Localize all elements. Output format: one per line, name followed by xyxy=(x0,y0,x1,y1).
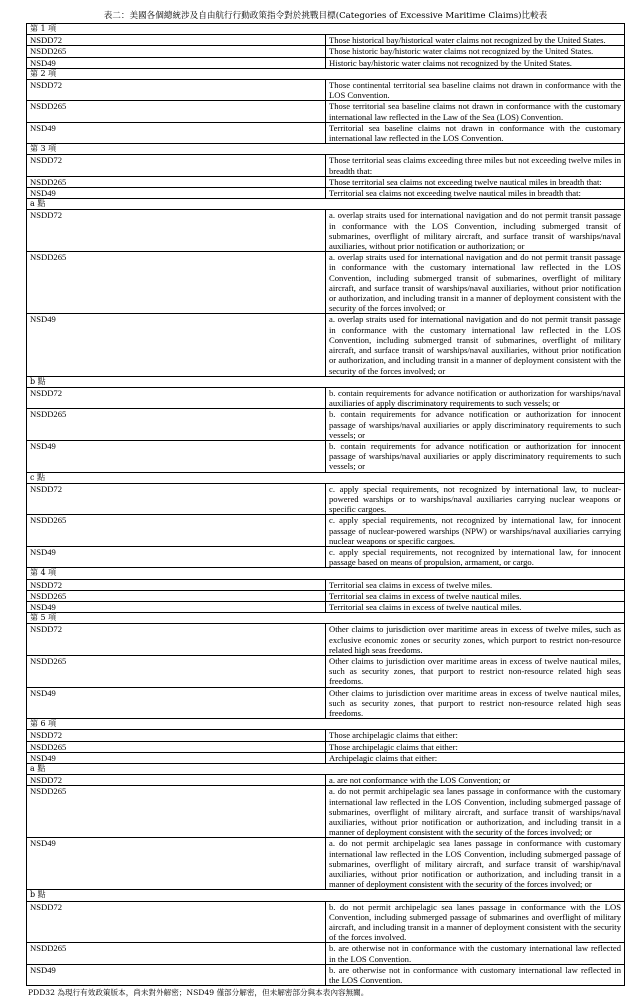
document-sheet xyxy=(26,10,625,998)
claim-text: b. contain requirements for advance notification or authorization for warships/naval auxiliaries of apply discriminatory requirements to such vessels; or xyxy=(326,387,625,408)
claim-text: Those territorial seas claims exceeding three miles but not exceeding twelve miles in breadth that: xyxy=(326,155,625,176)
section-row xyxy=(27,568,625,579)
claim-text: b. are otherwise not in conformance with the customary international law reflected in the LOS Convention. xyxy=(326,943,625,964)
table-row xyxy=(27,601,625,612)
table-row xyxy=(27,210,625,252)
section-row xyxy=(27,376,625,387)
table-row xyxy=(27,176,625,187)
directive-code: NSDD265 xyxy=(27,515,326,547)
table-row xyxy=(27,387,625,408)
directive-code: NSD49 xyxy=(27,440,326,472)
section-row xyxy=(27,199,625,210)
directive-code: NSD49 xyxy=(27,687,326,719)
table-footnote: PDD32 為現行有效政策版本，尚未對外解密；NSD49 僅部分解密，但未解密部分與本表內容無關。 xyxy=(28,988,369,998)
directive-code: NSDD72 xyxy=(27,579,326,590)
claim-text: Those territorial sea baseline claims not drawn in conformance with the customary international law reflected in the Law of the Sea (LOS) Convention. xyxy=(326,101,625,122)
table-row xyxy=(27,624,625,656)
table-row xyxy=(27,57,625,68)
directive-code: NSDD72 xyxy=(27,483,326,515)
table-row xyxy=(27,546,625,567)
table-row xyxy=(27,579,625,590)
claim-text: Territorial sea baseline claims not drawn in conformance with the customary international law reflected in the LOS Convention. xyxy=(326,122,625,143)
claim-text: a. overlap straits used for international navigation and do not permit transit passage in conformance with the customary international law reflected in the LOS Convention, including submerged transit of submarines, overflight of military aircraft, and surface transit of warships/naval auxiliaries, without prior notification or authorization, and including transit in a manner of deployment consistent with the security of the forces involved; or xyxy=(326,252,625,314)
table-row xyxy=(27,655,625,687)
section-row xyxy=(27,144,625,155)
table-row xyxy=(27,687,625,719)
table-row xyxy=(27,440,625,472)
section-label: 第 4 項 xyxy=(27,568,625,579)
section-label: 第 2 項 xyxy=(27,68,625,79)
claim-text: c. apply special requirements, not recognized by international law, for innocent passage based on means of propulsion, armament, or cargo. xyxy=(326,546,625,567)
table-caption: 表二：美國各個總統涉及自由航行行動政策指令對於挑戰目標(Categories of Excessive Maritime Claims)比較表 xyxy=(103,11,548,21)
directive-code: NSD49 xyxy=(27,601,326,612)
directive-code: NSD49 xyxy=(27,314,326,376)
claim-text: Territorial sea claims in excess of twelve nautical miles. xyxy=(326,590,625,601)
claim-text: Those archipelagic claims that either: xyxy=(326,741,625,752)
directive-code: NSDD265 xyxy=(27,943,326,964)
claim-text: a. overlap straits used for international navigation and do not permit transit passage in conformance with the customary international law reflected in the LOS Convention, including submerged transit of submarines, overflight of military aircraft, and surface transit of warships/naval auxiliaries, without prior notification or authorization, and including transit in a manner of deployment consistent with the security of the forces involved; or xyxy=(326,314,625,376)
directive-code: NSDD265 xyxy=(27,786,326,838)
claim-text: b. do not permit archipelagic sea lanes passage in conformance with the LOS Convention, including submerged passage of submarines and overflight of military aircraft, and including transit in a manner of deployment consistent with the security of the forces involved. xyxy=(326,901,625,943)
table-row xyxy=(27,943,625,964)
directive-code: NSDD265 xyxy=(27,741,326,752)
directive-code: NSDD265 xyxy=(27,252,326,314)
claim-text: Historic bay/historic water claims not recognized by the United States. xyxy=(326,57,625,68)
claim-text: b. contain requirements for advance notification or authorization for innocent passage of warships/naval auxiliaries or apply discriminatory requirements to such vessels; or xyxy=(326,409,625,441)
claim-text: Territorial sea claims in excess of twelve miles. xyxy=(326,579,625,590)
table-row xyxy=(27,101,625,122)
claim-text: Those territorial sea claims not exceeding twelve nautical miles in breadth that: xyxy=(326,176,625,187)
table-row xyxy=(27,838,625,890)
table-row xyxy=(27,964,625,985)
table-row xyxy=(27,35,625,46)
section-label: 第 3 項 xyxy=(27,144,625,155)
directive-code: NSDD72 xyxy=(27,730,326,741)
table-row xyxy=(27,901,625,943)
table-row xyxy=(27,314,625,376)
table-row xyxy=(27,775,625,786)
section-label: b 點 xyxy=(27,890,625,901)
directive-code: NSD49 xyxy=(27,57,326,68)
directive-code: NSDD265 xyxy=(27,655,326,687)
directive-code: NSDD72 xyxy=(27,387,326,408)
section-label: 第 1 項 xyxy=(27,24,625,35)
directive-code: NSDD72 xyxy=(27,775,326,786)
directive-code: NSDD265 xyxy=(27,590,326,601)
claim-text: a. do not permit archipelagic sea lanes passage in conformance with the customary international law reflected in the LOS Convention, including submerged passage of submarines, overflight of military aircraft, and surface transit of warships/naval auxiliaries, without prior notification or authorization, and including transit in a manner of deployment consistent with the security of the forces involved; or xyxy=(326,786,625,838)
directive-code: NSD49 xyxy=(27,122,326,143)
claim-text: Territorial sea claims not exceeding twelve nautical miles in breadth that: xyxy=(326,188,625,199)
claim-text: b. contain requirements for advance notification or authorization for innocent passage of warships/naval auxiliaries or apply discriminatory requirements to such vessels; or xyxy=(326,440,625,472)
section-row xyxy=(27,890,625,901)
table-row xyxy=(27,122,625,143)
directive-code: NSDD72 xyxy=(27,901,326,943)
section-row xyxy=(27,719,625,730)
table-row xyxy=(27,752,625,763)
claim-text: Those historical bay/historical water claims not recognized by the United States. xyxy=(326,35,625,46)
directive-code: NSDD72 xyxy=(27,80,326,101)
claim-text: Those continental territorial sea baseline claims not drawn in conformance with the LOS Convention. xyxy=(326,80,625,101)
claim-text: Archipelagic claims that either: xyxy=(326,752,625,763)
claim-text: Those archipelagic claims that either: xyxy=(326,730,625,741)
table-row xyxy=(27,590,625,601)
table-row xyxy=(27,741,625,752)
directive-code: NSDD72 xyxy=(27,155,326,176)
section-row xyxy=(27,764,625,775)
comparison-table xyxy=(26,23,625,986)
directive-code: NSDD72 xyxy=(27,624,326,656)
section-label: 第 6 項 xyxy=(27,719,625,730)
directive-code: NSDD72 xyxy=(27,210,326,252)
claim-text: Other claims to jurisdiction over maritime areas in excess of twelve nautical miles, such as security zones, that purport to restrict non-resource related high seas freedoms. xyxy=(326,687,625,719)
section-label: a 點 xyxy=(27,764,625,775)
claim-text: a. overlap straits used for international navigation and do not permit transit passage in conformance with the LOS Convention, including submerged transit of submarines, overflight of military aircraft, and surface transit of warships/naval auxiliaries, without prior notification or authorization; or xyxy=(326,210,625,252)
claim-text: b. are otherwise not in conformance with customary international law reflected in the LOS Convention. xyxy=(326,964,625,985)
claim-text: Other claims to jurisdiction over maritime areas in excess of twelve nautical miles, such as security zones, that purport to restrict non-resource related high seas freedoms. xyxy=(326,655,625,687)
table-row xyxy=(27,515,625,547)
claim-text: Other claims to jurisdiction over maritime areas in excess of twelve miles, such as exclusive economic zones or security zones, which purport to restrict non-resource related high seas freedoms. xyxy=(326,624,625,656)
directive-code: NSD49 xyxy=(27,752,326,763)
table-row xyxy=(27,409,625,441)
claim-text: a. are not conformance with the LOS Convention; or xyxy=(326,775,625,786)
claim-text: Those historic bay/historic water claims not recognized by the United States. xyxy=(326,46,625,57)
directive-code: NSD49 xyxy=(27,838,326,890)
claim-text: c. apply special requirements, not recognized by international law, to nuclear-powered warships or to warships/naval auxiliaries carrying nuclear weapons or specific cargoes. xyxy=(326,483,625,515)
section-row xyxy=(27,24,625,35)
claim-text: Territorial sea claims in excess of twelve nautical miles. xyxy=(326,601,625,612)
table-row xyxy=(27,155,625,176)
section-label: c 點 xyxy=(27,472,625,483)
directive-code: NSD49 xyxy=(27,188,326,199)
section-row xyxy=(27,613,625,624)
claim-text: c. apply special requirements, not recognized by international law, for innocent passage of nuclear-powered warships (NPW) or warships/naval auxiliaries carrying nuclear weapons or specific cargoes. xyxy=(326,515,625,547)
section-row xyxy=(27,68,625,79)
directive-code: NSDD265 xyxy=(27,176,326,187)
table-row xyxy=(27,80,625,101)
directive-code: NSDD265 xyxy=(27,409,326,441)
directive-code: NSDD265 xyxy=(27,101,326,122)
table-row xyxy=(27,786,625,838)
table-row xyxy=(27,730,625,741)
table-row xyxy=(27,46,625,57)
section-row xyxy=(27,472,625,483)
section-label: 第 5 項 xyxy=(27,613,625,624)
section-label: b 點 xyxy=(27,376,625,387)
directive-code: NSDD265 xyxy=(27,46,326,57)
table-row xyxy=(27,188,625,199)
claim-text: a. do not permit archipelagic sea lanes passage in conformance with customary international law reflected in the LOS Convention, including submerged passage of submarines, overflight of military aircraft, and surface transit of warship/naval auxiliaries, without prior notification or authorization, and including transit in a manner of deployment consistent with the security of the forces involved; or xyxy=(326,838,625,890)
directive-code: NSD49 xyxy=(27,964,326,985)
table-body xyxy=(27,24,625,986)
table-row xyxy=(27,483,625,515)
directive-code: NSDD72 xyxy=(27,35,326,46)
table-row xyxy=(27,252,625,314)
directive-code: NSD49 xyxy=(27,546,326,567)
section-label: a 點 xyxy=(27,199,625,210)
